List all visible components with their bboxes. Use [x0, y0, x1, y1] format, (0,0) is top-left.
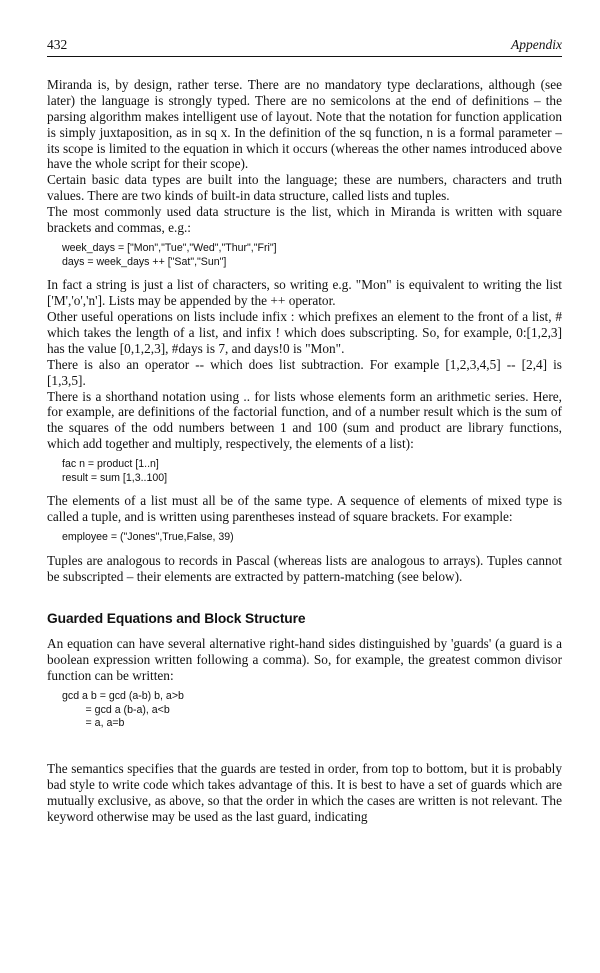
paragraph-list-subtraction: There is also an operator -- which does list subtraction. For example [1,2,3,4,5] -- [2,4] is [1,3,5].	[47, 356, 562, 388]
code-week-days: week_days = ["Mon","Tue","Wed","Thur","Fri"] days = week_days ++ ["Sat","Sun"]	[62, 241, 277, 268]
paragraph-guards: An equation can have several alternative right-hand sides distinguished by 'guards' (a guard is a boolean expression written following a comma). So, for example, the greatest common divisor function can be written:	[47, 636, 562, 684]
code-factorial: fac n = product [1..n] result = sum [1,3..100]	[62, 458, 168, 484]
code-employee: employee = ("Jones",True,False, 39)	[62, 531, 234, 544]
book-page	[47, 37, 562, 825]
paragraph-tuple: The elements of a list must all be of the same type. A sequence of elements of mixed type is called a tuple, and is written using parentheses instead of square brackets. For example:	[47, 493, 562, 525]
running-header	[47, 37, 562, 57]
code-gcd: gcd a b = gcd (a-b) b, a>b = gcd a (b-a), a<b = a, a=b	[62, 690, 184, 730]
paragraph-lists-intro: The most commonly used data structure is the list, which in Miranda is written with square brackets and commas, e.g.:	[47, 204, 562, 236]
paragraph-miranda-terse: Miranda is, by design, rather terse. There are no mandatory type declarations, although (see later) the language is strongly typed. There are no semicolons at the end of definitions – the parsing algorithm makes intelligent use of layout. Note that the notation for function application is simply juxtaposition, as in sq x. In the definition of the sq function, n is a formal parameter – its scope is limited to the equation in which it occurs (whereas the other names introduced above have the whole script for their scope).	[47, 76, 562, 172]
page-number: 432	[47, 37, 68, 52]
section-heading: Guarded Equations and Block Structure	[47, 610, 306, 626]
paragraph-tuples-pascal: Tuples are analogous to records in Pascal (whereas lists are analogous to arrays). Tuples cannot be subscripted – their elements are extracted by pattern-matching (see below).	[47, 552, 562, 584]
running-section-title: Appendix	[511, 37, 562, 52]
paragraph-basic-types: Certain basic data types are built into the language; these are numbers, characters and truth values. There are two kinds of built-in data structure, called lists and tuples.	[47, 172, 562, 204]
paragraph-list-operations: Other useful operations on lists include infix : which prefixes an element to the front of a list, # which takes the length of a list, and infix ! which does subscripting. So, for example, 0:[1,2,3] has the value [0,1,2,3], #days is 7, and days!0 is "Mon".	[47, 308, 562, 356]
paragraph-strings: In fact a string is just a list of characters, so writing e.g. "Mon" is equivalent to writing the list ['M','o','n']. Lists may be appended by the ++ operator.	[47, 277, 562, 309]
paragraph-semantics: The semantics specifies that the guards are tested in order, from top to bottom, but it is probably bad style to write code which takes advantage of this. It is best to have a set of guards which are mutually exclusive, as above, so that the order in which the cases are written is not relevant. The keyword otherwise may be used as the last guard, indicating	[47, 760, 562, 824]
paragraph-arithmetic-series: There is a shorthand notation using .. for lists whose elements form an arithmetic series. Here, for example, are definitions of the factorial function, and of a number result which is the sum of the squares of the odd numbers between 1 and 100 (sum and product are library functions, which add together and multiply, respectively, the elements of a list):	[47, 388, 562, 452]
